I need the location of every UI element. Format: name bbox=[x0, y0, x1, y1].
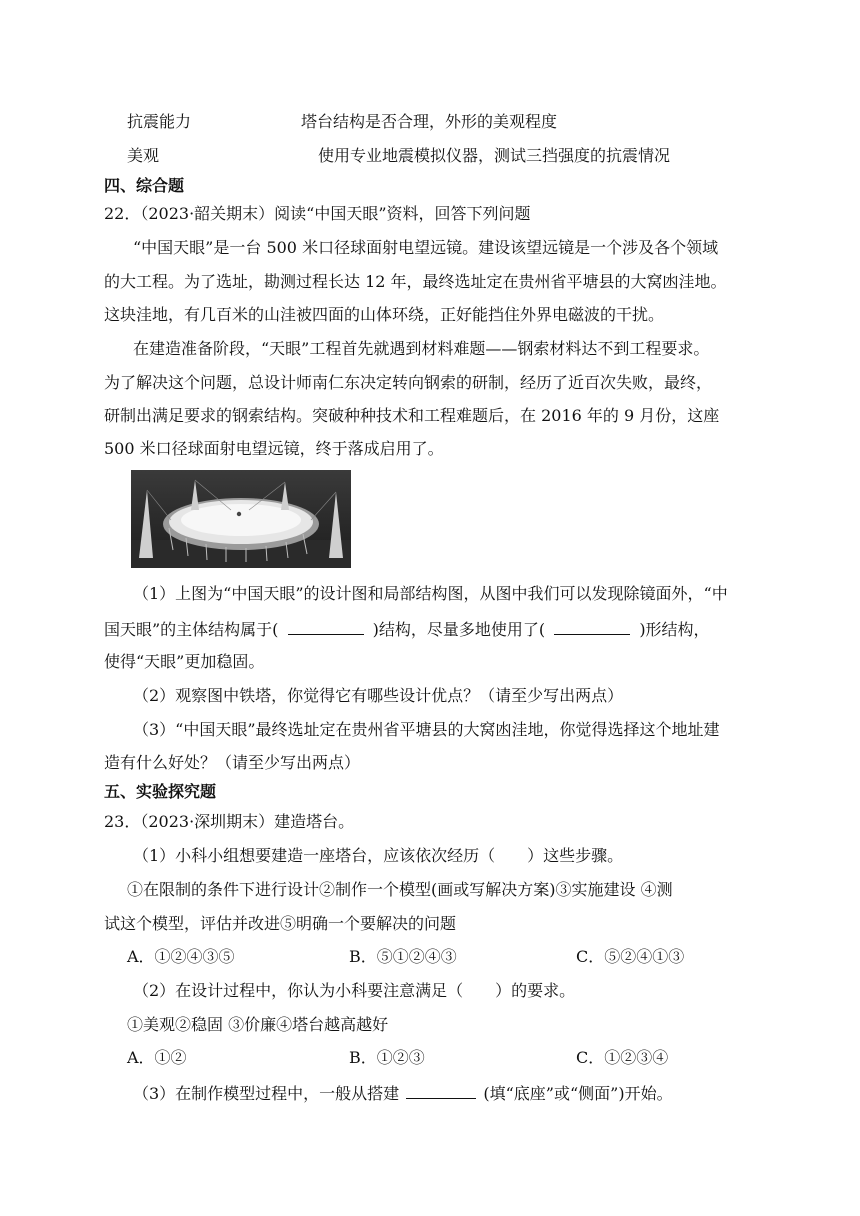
q22-sub3-line2: 造有什么好处？（请至少写出两点） bbox=[104, 753, 361, 772]
q22-sub1-line1: （1）上图为“中国天眼”的设计图和局部结构图，从图中我们可以发现除镜面外，“中 bbox=[133, 584, 728, 603]
section-4-heading: 四、综合题 bbox=[104, 176, 185, 195]
q23-sub3-part2: (填“底座”或“侧面”)开始。 bbox=[483, 1084, 673, 1103]
telescope-photo bbox=[131, 470, 351, 568]
q22-sub1-part1: 国天眼”的主体结构属于( bbox=[104, 620, 279, 639]
q22-para2-line3: 研制出满足要求的钢索结构。突破种种技术和工程难题后，在 2016 年的 9 月份，这座 bbox=[104, 406, 720, 425]
q22-answer-blank-2[interactable] bbox=[554, 618, 630, 635]
q22-sub1-part2: )结构，尽量多地使用了( bbox=[372, 620, 546, 639]
matching-right-2: 使用专业地震模拟仪器，测试三挡强度的抗震情况 bbox=[318, 146, 671, 165]
matching-right-1: 塔台结构是否合理，外形的美观程度 bbox=[301, 112, 558, 131]
q23-sub3-part1: （3）在制作模型过程中，一般从搭建 bbox=[133, 1084, 400, 1103]
q23-s1-option-b[interactable]: B．⑤①②④③ bbox=[349, 947, 457, 966]
q23-requirements: ①美观②稳固 ③价廉④塔台越高越好 bbox=[127, 1015, 389, 1034]
q23-steps-line1: ①在限制的条件下进行设计②制作一个模型(画或写解决方案)③实施建设 ④测 bbox=[127, 880, 673, 899]
section-5-heading: 五、实验探究题 bbox=[104, 782, 217, 801]
q22-sub1-line2 bbox=[104, 618, 710, 641]
q23-sub3 bbox=[133, 1082, 673, 1105]
q23-sub2: （2）在设计过程中，你认为小科要注意满足（ ）的要求。 bbox=[133, 981, 576, 1000]
q23-s2-option-a[interactable]: A．①② bbox=[127, 1048, 187, 1067]
q23-s1-option-a[interactable]: A．①②④③⑤ bbox=[127, 947, 235, 966]
q22-answer-blank-1[interactable] bbox=[288, 618, 364, 635]
q23-sub1: （1）小科小组想要建造一座塔台，应该依次经历（ ）这些步骤。 bbox=[133, 846, 624, 865]
q22-title: 22．（2023·韶关期末）阅读“中国天眼”资料，回答下列问题 bbox=[104, 204, 531, 223]
q22-para2-line1: 在建造准备阶段，“天眼”工程首先就遇到材料难题——钢索材料达不到工程要求。 bbox=[133, 339, 710, 358]
q22-para1-line3: 这块洼地，有几百米的山洼被四面的山体环绕，正好能挡住外界电磁波的干扰。 bbox=[104, 305, 665, 324]
q22-para2-line2: 为了解决这个问题，总设计师南仁东决定转向钢索的研制，经历了近百次失败，最终， bbox=[104, 373, 713, 392]
q22-sub2: （2）观察图中铁塔，你觉得它有哪些设计优点？（请至少写出两点） bbox=[133, 686, 624, 705]
q22-para1-line1: “中国天眼”是一台 500 米口径球面射电望远镜。建设该望远镜是一个涉及各个领域 bbox=[133, 238, 719, 257]
q23-s1-option-c[interactable]: C．⑤②④①③ bbox=[576, 947, 685, 966]
q23-s2-option-c[interactable]: C．①②③④ bbox=[576, 1048, 669, 1067]
q22-sub1-line3: 使得“天眼”更加稳固。 bbox=[104, 652, 265, 671]
q22-para1-line2: 的大工程。为了选址，勘测过程长达 12 年，最终选址定在贵州省平塘县的大窝凼洼地。 bbox=[104, 272, 727, 291]
matching-left-2: 美观 bbox=[127, 146, 160, 165]
q22-sub3-line1: （3）“中国天眼”最终选址定在贵州省平塘县的大窝凼洼地，你觉得选择这个地址建 bbox=[133, 720, 720, 739]
q22-sub1-part3: )形结构， bbox=[639, 620, 710, 639]
matching-left-1: 抗震能力 bbox=[127, 112, 192, 131]
q23-title: 23．（2023·深圳期末）建造塔台。 bbox=[104, 812, 355, 831]
q23-steps-line2: 试这个模型，评估并改进⑤明确一个要解决的问题 bbox=[104, 914, 457, 933]
q23-s2-option-b[interactable]: B．①②③ bbox=[349, 1048, 425, 1067]
q23-answer-blank[interactable] bbox=[406, 1082, 476, 1099]
q22-para2-line4: 500 米口径球面射电望远镜，终于落成启用了。 bbox=[104, 439, 444, 458]
